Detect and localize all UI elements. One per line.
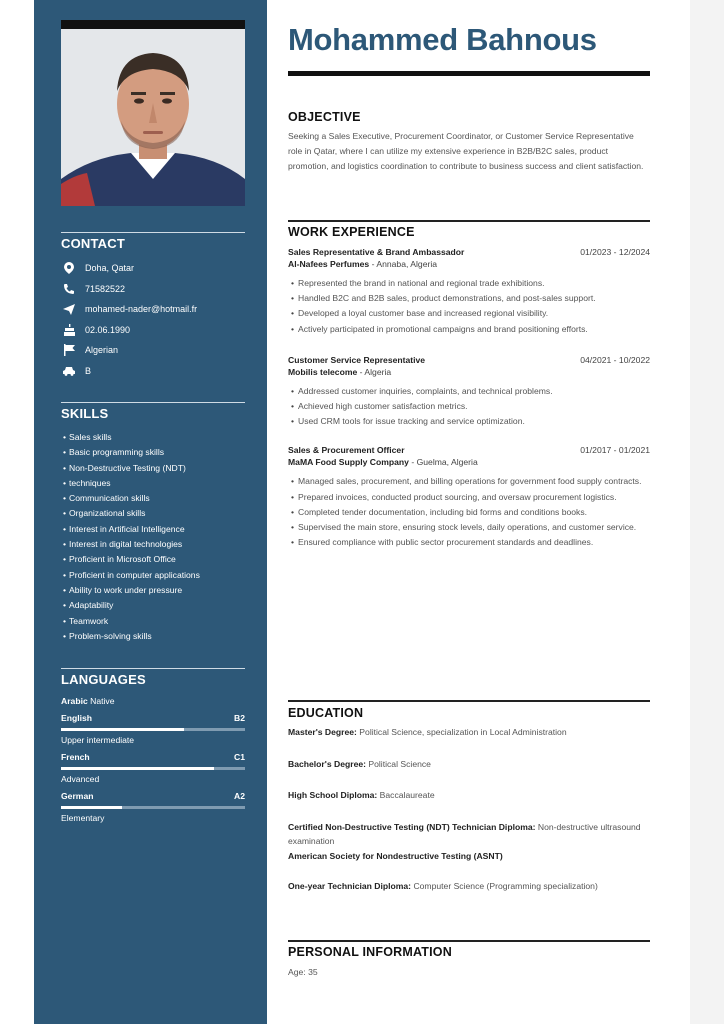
job-entry [288,247,650,337]
objective-text: Seeking a Sales Executive, Procurement Coordinator, or Customer Service Representative role in Qatar, where I can utilize my extensive experience in B2B/B2C sales, product promotion, and logistics coordination to contribute to business success and client satisfaction. [288,131,644,171]
job-role: Customer Service Representative [288,354,426,365]
section-divider [288,220,650,222]
languages-title: LANGUAGES [61,668,245,690]
job-location: - Algeria [357,366,392,377]
personal-age: Age: 35 [288,967,318,977]
contact-section [61,232,245,381]
job-bullet: • Prepared invoices, conducted product sourcing, and oversaw procurement logistics. [288,490,650,505]
car-icon [61,366,77,376]
job-company-line [288,259,650,269]
send-icon [61,304,77,315]
education-item [288,788,650,803]
job-company: Mobilis telecome [288,366,358,377]
education-item [288,757,650,772]
education-text: Political Science [366,758,431,769]
section-divider [288,940,650,942]
education-label: High School Diploma: [288,790,378,800]
contact-email-text: mohamed-nader@hotmail.fr [85,304,198,315]
skill-item-continued: • techniques [61,476,245,491]
education-title: EDUCATION [288,706,364,720]
education-label: One-year Technician Diploma: [288,881,412,891]
language-level-fill [61,767,214,770]
job-bullet: • Ensured compliance with public sector procurement standards and deadlines. [288,535,650,550]
education-text: Non-destructive ultrasound examination [288,821,641,846]
job-bullet: • Represented the brand in national and regional trade exhibitions. [288,276,650,291]
language-name: English [61,713,93,723]
birthday-cake-icon [61,324,77,336]
languages-section [61,668,245,823]
language-code: A2 [234,791,245,801]
education-institution [288,849,650,864]
language-level-bar [61,806,245,809]
contact-email [61,299,245,320]
contact-birthdate [61,320,245,341]
job-location: - Guelma, Algeria [408,457,478,468]
contact-location-text: Doha, Qatar [85,263,135,274]
job-entry [288,445,650,550]
job-company: Al-Nafees Perfumes [288,259,370,269]
language-level-text: Elementary [61,813,105,823]
education-label: Master's Degree: [288,727,357,737]
job-bullet: • Completed tender documentation, including bid forms and conditions books. [288,505,650,520]
contact-title: CONTACT [61,232,245,254]
language-native-name: Arabic [61,696,88,706]
job-dates: 01/2023 - 12/2024 [580,247,650,257]
language-level-bar [61,728,245,731]
skill-item: • Basic programming skills [61,445,245,460]
language-english [61,713,245,745]
language-native-level: Native [90,696,115,706]
language-level-fill [61,806,122,809]
job-entry [288,355,650,430]
skill-item: • Proficient in Microsoft Office [61,552,245,567]
flag-icon [61,344,77,356]
job-location: - Annaba, Algeria [369,259,438,269]
skill-item: • Adaptability [61,598,245,613]
skills-title: SKILLS [61,402,245,424]
name-underline [288,71,650,76]
education-text: Baccalaureate [377,790,435,800]
job-role: Sales Representative & Brand Ambassador [288,247,465,257]
contact-birthdate-text: 02.06.1990 [85,324,131,335]
personal-information-section [288,940,650,980]
skill-item: • Organizational skills [61,506,245,521]
skill-item: • Interest in Artificial Intelligence [61,522,245,537]
contact-location [61,258,245,279]
phone-icon [61,283,77,295]
contact-nationality-text: Algerian [85,345,119,356]
job-bullets [288,384,650,430]
sidebar [34,0,267,1024]
education-text: Political Science, specialization in Local Administration [356,727,567,737]
language-german [61,791,245,823]
education-item [288,725,650,740]
language-french [61,752,245,784]
personal-information-title: PERSONAL INFORMATION [288,945,452,959]
work-experience-section [288,220,650,550]
job-bullet: • Actively participated in promotional campaigns and brand positioning efforts. [288,322,650,337]
language-level-bar [61,767,245,770]
contact-driving-license [61,361,245,382]
skill-item: • Teamwork [61,614,245,629]
skill-item: • Interest in digital technologies [61,537,245,552]
skill-item: • Non-Destructive Testing (NDT) [61,461,245,476]
education-text: Computer Science (Programming specialization) [411,881,598,891]
location-pin-icon [61,262,77,274]
language-level-text: Advanced [61,774,100,784]
skill-item: • Proficient in computer applications [61,568,245,583]
section-divider [288,700,650,702]
job-bullet: • Used CRM tools for issue tracking and service optimization. [288,414,650,429]
skill-item: • Problem-solving skills [61,629,245,644]
job-bullet: • Developed a loyal customer base and increased regional visibility. [288,306,650,321]
education-label: Bachelor's Degree: [288,758,366,769]
work-experience-title: WORK EXPERIENCE [288,225,415,239]
profile-photo-frame [61,20,245,206]
resume-name: Mohammed Bahnous [288,22,597,57]
job-bullet: • Supervised the main store, ensuring stock levels, daily operations, and customer service. [288,520,650,535]
contact-phone-text: 71582522 [85,283,126,294]
education-item [288,820,650,849]
language-name: French [61,752,90,762]
language-name: German [61,791,94,801]
skill-item: • Sales skills [61,430,245,445]
job-dates: 04/2021 - 10/2022 [580,354,650,365]
language-code: B2 [234,713,245,723]
job-company-line [288,367,650,377]
page-margin [690,0,724,1024]
skill-item: • Communication skills [61,491,245,506]
job-company: MaMA Food Supply Company [288,457,409,468]
contact-phone [61,279,245,300]
job-bullet: • Handled B2C and B2B sales, product demonstrations, and post-sales support. [288,291,650,306]
objective-section [288,110,650,174]
skill-item: • Ability to work under pressure [61,583,245,598]
education-item [288,879,650,894]
education-section [288,700,650,894]
photo-top-bar [61,20,245,29]
contact-driving-license-text: B [85,365,92,376]
job-bullet: • Addressed customer inquiries, complaints, and technical problems. [288,384,650,399]
skills-section [61,402,245,644]
language-level-text: Upper intermediate [61,735,135,745]
job-bullets [288,474,650,550]
job-company-line [288,457,650,467]
language-level-fill [61,728,184,731]
language-code: C1 [234,752,245,762]
profile-photo [61,29,245,206]
job-role: Sales & Procurement Officer [288,445,405,456]
job-bullet: • Achieved high customer satisfaction metrics. [288,399,650,414]
language-native [61,696,245,706]
objective-title: OBJECTIVE [288,110,361,124]
education-institution-name: American Society for Nondestructive Testing (ASNT) [288,850,503,861]
job-dates: 01/2017 - 01/2021 [580,445,650,456]
contact-nationality [61,340,245,361]
skills-list [61,430,245,644]
job-bullets [288,276,650,337]
education-label: Certified Non-Destructive Testing (NDT) Technician Diploma: [288,821,536,832]
job-bullet: • Managed sales, procurement, and billing operations for government food supply contracts. [288,474,650,489]
